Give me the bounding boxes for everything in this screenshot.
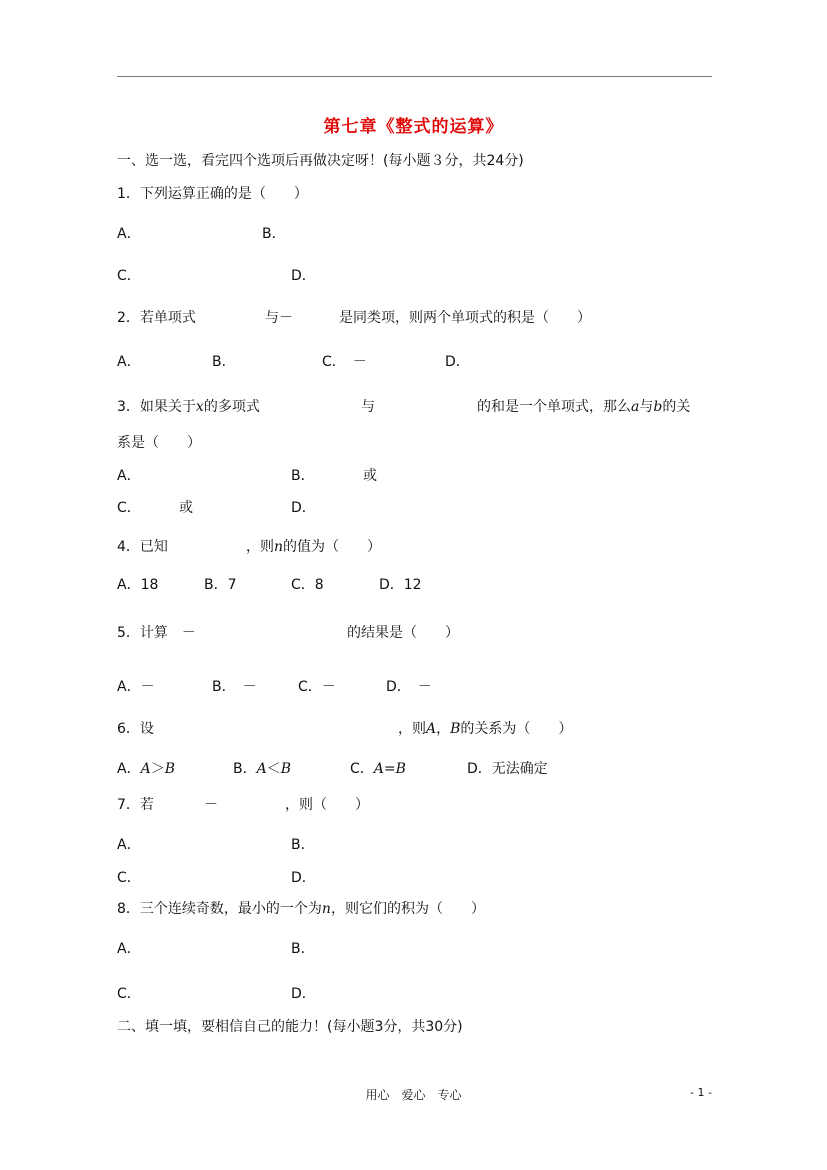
section-1-heading: 一、选一选，看完四个选项后再做决定呀！(每小题３分，共24分)	[117, 153, 524, 169]
q8-option-d: D．	[291, 986, 316, 1002]
q3-stem-line1	[117, 398, 260, 416]
q4-stem-part1: 4．已知	[117, 539, 168, 555]
q3-option-b: B．	[291, 468, 315, 484]
q8-option-a: A．	[117, 941, 141, 957]
q6-var-a: A	[256, 761, 267, 777]
q6-option-c	[350, 760, 406, 778]
q3-text: 的关	[662, 399, 691, 415]
q3-text: 的和是一个单项式，那么	[477, 399, 631, 415]
q1-option-b: B．	[262, 226, 286, 242]
q8-text: ，则它们的积为（ ）	[330, 901, 485, 917]
q1-option-d: D．	[291, 268, 316, 284]
page-footer: 用心 爱心 专心	[365, 1088, 462, 1102]
q3-stem-tail	[477, 398, 690, 416]
q3-option-b-or: 或	[363, 468, 377, 484]
q3-option-a: A．	[117, 468, 141, 484]
q4-option-b: B．7	[204, 577, 237, 593]
q4-var-n: n	[274, 539, 284, 555]
q4-option-c: C．8	[291, 577, 324, 593]
section-2-heading: 二、填一填，要相信自己的能力！(每小题3分，共30分)	[117, 1019, 463, 1035]
q3-option-c: C．	[117, 500, 141, 516]
q5-option-a: A．－	[117, 679, 155, 695]
q5-option-d: D． －	[386, 679, 432, 695]
q3-text: 3．如果关于	[117, 399, 196, 415]
q5-stem-part1: 5．计算 －	[117, 625, 196, 641]
q6-option-label: C．	[350, 761, 374, 777]
q2-option-d: D．	[445, 354, 470, 370]
q6-option-d: D．无法确定	[467, 761, 548, 777]
q6-var-b: B	[450, 721, 461, 737]
q3-var-b: b	[653, 399, 663, 415]
q4-text: 的值为（ ）	[283, 539, 382, 555]
q3-text: 的多项式	[203, 399, 260, 415]
q6-var-b: B	[164, 761, 175, 777]
q2-option-c: C． －	[322, 354, 367, 370]
q3-option-c-or: 或	[179, 500, 193, 516]
q2-stem-part2: 与－	[265, 310, 293, 326]
q5-option-b: B． －	[212, 679, 257, 695]
q3-var-a: a	[631, 399, 640, 415]
q6-option-b	[233, 760, 291, 778]
q3-stem-line2: 系是（ ）	[117, 435, 201, 451]
q2-option-a: A．	[117, 354, 141, 370]
q4-option-a: A．18	[117, 577, 159, 593]
q6-stem-part1: 6．设	[117, 721, 154, 737]
q2-stem-part3: 是同类项，则两个单项式的积是（ ）	[339, 310, 591, 326]
q6-text: ，则	[398, 721, 426, 737]
q6-var-a: A	[373, 761, 384, 777]
q8-option-c: C．	[117, 986, 141, 1002]
q3-stem-and: 与	[361, 399, 375, 415]
q7-option-c: C．	[117, 870, 141, 886]
q6-var-a: A	[426, 721, 437, 737]
page-title: 第七章《整式的运算》	[323, 117, 504, 137]
q2-stem-part1: 2．若单项式	[117, 310, 196, 326]
q6-stem-part2	[398, 720, 572, 738]
q7-option-a: A．	[117, 837, 141, 853]
q6-relation: ＞	[150, 761, 165, 777]
q6-var-a: A	[140, 761, 151, 777]
q3-var-x: x	[195, 399, 204, 415]
q6-text: ，	[436, 721, 451, 737]
q5-option-c: C．－	[298, 679, 336, 695]
q4-text: ，则	[246, 539, 274, 555]
q6-relation: =	[383, 761, 396, 777]
q7-stem-part1: 7．若	[117, 797, 154, 813]
q7-option-d: D．	[291, 870, 316, 886]
q6-option-label: B．	[233, 761, 257, 777]
q3-option-d: D．	[291, 500, 316, 516]
q4-option-d: D．12	[379, 577, 422, 593]
q5-stem-part2: 的结果是（ ）	[347, 625, 459, 641]
q1-stem: 1．下列运算正确的是（ ）	[117, 186, 308, 202]
q3-text: 与	[639, 399, 654, 415]
q8-stem	[117, 900, 485, 918]
q6-relation: ＜	[266, 761, 281, 777]
q1-option-a: A．	[117, 226, 141, 242]
q7-stem-part2: －	[204, 797, 218, 813]
q8-text: 8．三个连续奇数，最小的一个为	[117, 901, 322, 917]
q6-var-b: B	[395, 761, 406, 777]
q8-option-b: B．	[291, 941, 315, 957]
q6-option-label: A．	[117, 761, 141, 777]
q6-option-a	[117, 760, 175, 778]
q6-var-b: B	[280, 761, 292, 777]
q8-var-n: n	[321, 901, 331, 917]
q7-stem-part3: ，则（ ）	[285, 797, 369, 813]
q4-stem-part2	[246, 538, 381, 556]
page-number: - 1 -	[690, 1086, 712, 1099]
header-rule	[117, 76, 712, 77]
q6-text: 的关系为（ ）	[460, 721, 573, 737]
q7-option-b: B．	[291, 837, 315, 853]
q2-option-b: B．	[212, 354, 236, 370]
q1-option-c: C．	[117, 268, 141, 284]
